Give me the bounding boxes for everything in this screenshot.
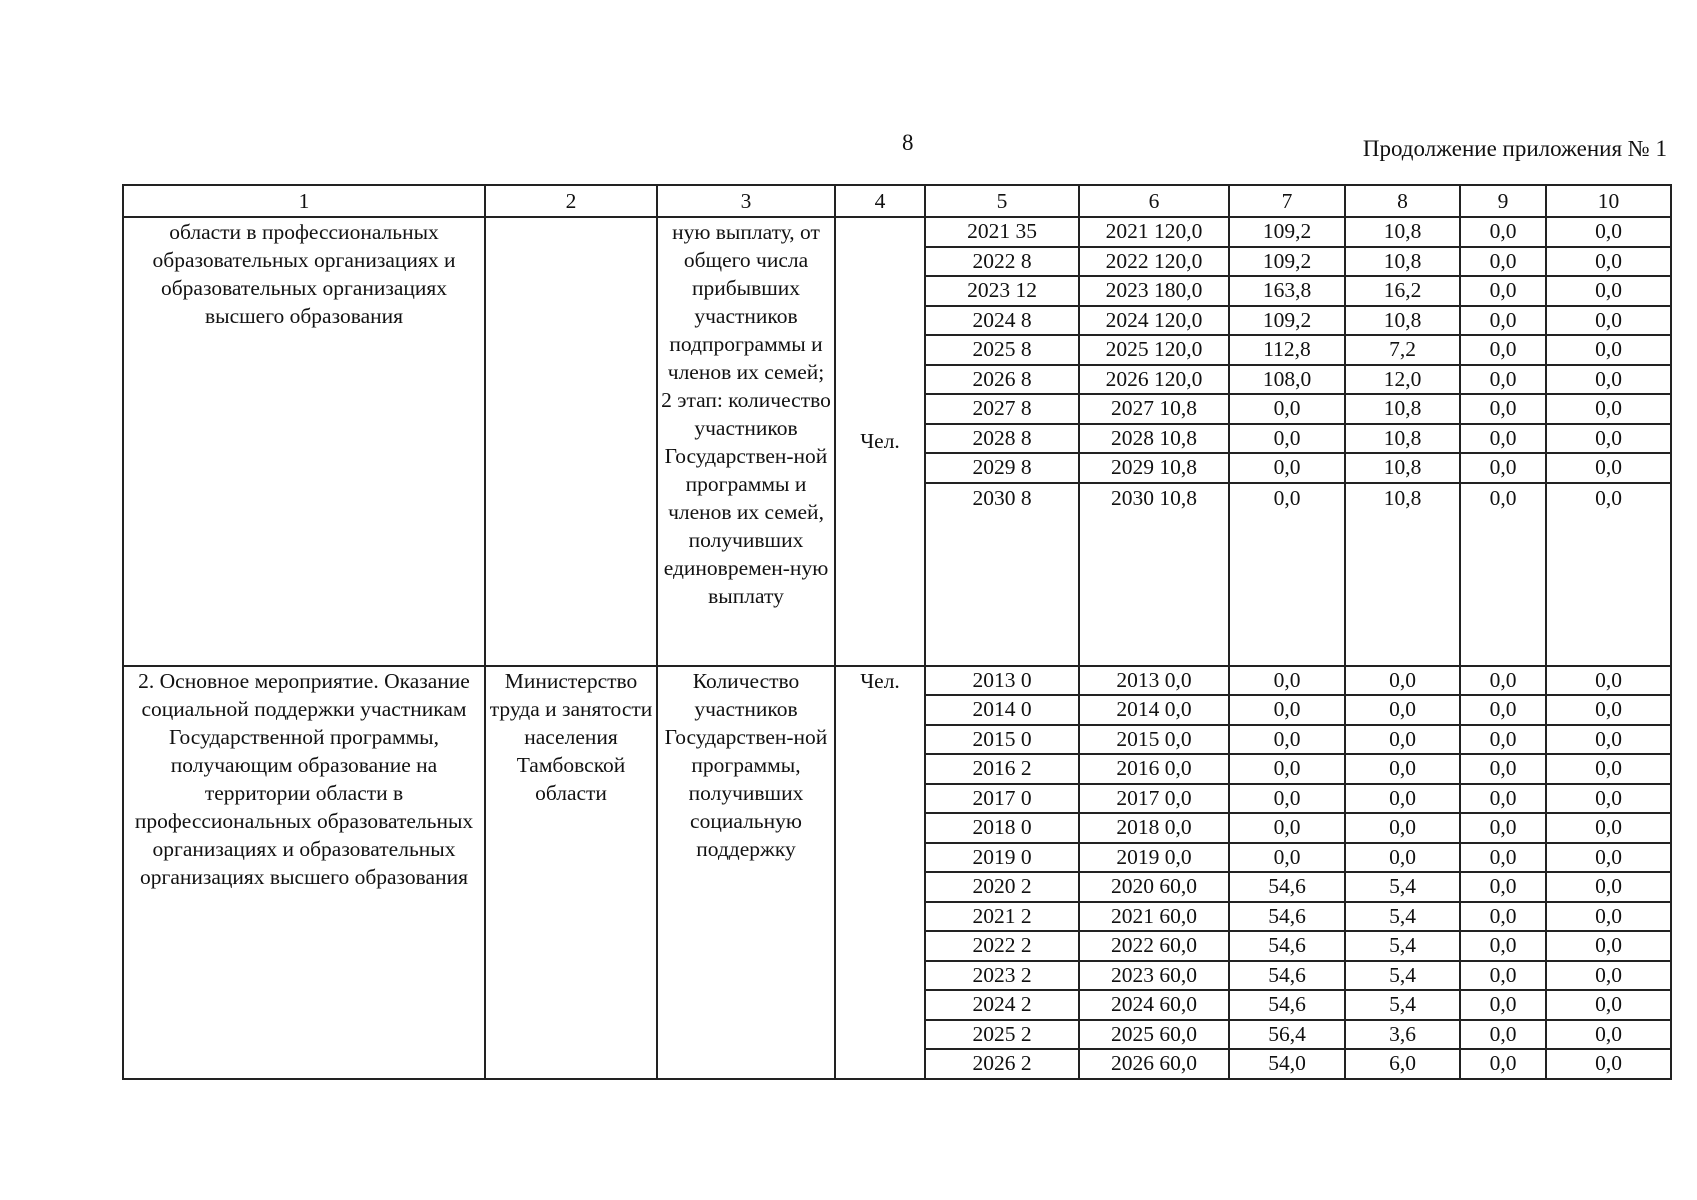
amount-col7: 163,8 xyxy=(1229,276,1345,306)
year-count: 2014 0 xyxy=(925,695,1079,725)
amount-col7: 0,0 xyxy=(1229,453,1345,483)
year-count: 2021 2 xyxy=(925,902,1079,932)
amount-col9: 0,0 xyxy=(1460,335,1546,365)
amount-col10: 0,0 xyxy=(1546,276,1671,306)
amount-col7: 56,4 xyxy=(1229,1020,1345,1050)
block1-col1-cell: области в профессиональных образовательных организациях и образовательных организациях высшего образования xyxy=(123,217,485,666)
year-count: 2025 2 xyxy=(925,1020,1079,1050)
block1-col3-cell: ную выплату, от общего числа прибывших участников подпрограммы и членов их семей; 2 этап: количество участников Государствен-ной программы и членов их семей, получивших единовремен-ную выплату xyxy=(657,217,835,666)
amount-col8: 0,0 xyxy=(1345,813,1460,843)
amount-col8: 0,0 xyxy=(1345,725,1460,755)
amount-col10: 0,0 xyxy=(1546,872,1671,902)
program-table xyxy=(122,184,1672,1080)
block2-col4-cell: Чел. xyxy=(835,666,925,1079)
amount-col8: 12,0 xyxy=(1345,365,1460,395)
page-caption: Продолжение приложения № 1 xyxy=(1362,136,1667,161)
amount-col9: 0,0 xyxy=(1460,813,1546,843)
year-count: 2021 35 xyxy=(925,217,1079,247)
year-count: 2022 2 xyxy=(925,931,1079,961)
amount-col7: 54,0 xyxy=(1229,1049,1345,1079)
amount-col10: 0,0 xyxy=(1546,813,1671,843)
year-count: 2015 0 xyxy=(925,725,1079,755)
amount-col9: 0,0 xyxy=(1460,931,1546,961)
amount-col7: 0,0 xyxy=(1229,424,1345,454)
year-amount: 2019 0,0 xyxy=(1079,843,1229,873)
year-amount: 2029 10,8 xyxy=(1079,453,1229,483)
amount-col8: 0,0 xyxy=(1345,666,1460,696)
year-amount: 2021 60,0 xyxy=(1079,902,1229,932)
amount-col9: 0,0 xyxy=(1460,1020,1546,1050)
year-count: 2020 2 xyxy=(925,872,1079,902)
amount-col9: 0,0 xyxy=(1460,961,1546,991)
column-header: 6 xyxy=(1079,185,1229,217)
year-amount: 2018 0,0 xyxy=(1079,813,1229,843)
amount-col10: 0,0 xyxy=(1546,247,1671,277)
year-count: 2027 8 xyxy=(925,394,1079,424)
amount-col8: 10,8 xyxy=(1345,483,1460,666)
amount-col10: 0,0 xyxy=(1546,394,1671,424)
amount-col7: 0,0 xyxy=(1229,695,1345,725)
amount-col9: 0,0 xyxy=(1460,306,1546,336)
amount-col7: 54,6 xyxy=(1229,990,1345,1020)
block2-col3-cell: Количество участников Государствен-ной программы, получивших социальную поддержку xyxy=(657,666,835,1079)
amount-col9: 0,0 xyxy=(1460,483,1546,666)
year-count: 2029 8 xyxy=(925,453,1079,483)
amount-col9: 0,0 xyxy=(1460,424,1546,454)
amount-col9: 0,0 xyxy=(1460,843,1546,873)
amount-col8: 5,4 xyxy=(1345,902,1460,932)
amount-col8: 5,4 xyxy=(1345,990,1460,1020)
year-count: 2030 8 xyxy=(925,483,1079,666)
amount-col7: 0,0 xyxy=(1229,784,1345,814)
amount-col10: 0,0 xyxy=(1546,666,1671,696)
amount-col7: 112,8 xyxy=(1229,335,1345,365)
amount-col10: 0,0 xyxy=(1546,217,1671,247)
column-header: 10 xyxy=(1546,185,1671,217)
amount-col10: 0,0 xyxy=(1546,424,1671,454)
column-header: 7 xyxy=(1229,185,1345,217)
amount-col9: 0,0 xyxy=(1460,666,1546,696)
amount-col8: 10,8 xyxy=(1345,424,1460,454)
year-count: 2023 12 xyxy=(925,276,1079,306)
block2-col1-cell: 2. Основное мероприятие. Оказание социальной поддержки участникам Государственной программы, получающим образование на территории области в профессиональных образовательных организациях и образовательных организациях высшего образования xyxy=(123,666,485,1079)
column-header: 9 xyxy=(1460,185,1546,217)
table-row xyxy=(123,666,1671,696)
amount-col10: 0,0 xyxy=(1546,931,1671,961)
year-count: 2024 2 xyxy=(925,990,1079,1020)
amount-col9: 0,0 xyxy=(1460,217,1546,247)
amount-col9: 0,0 xyxy=(1460,725,1546,755)
year-count: 2019 0 xyxy=(925,843,1079,873)
block2-col2-cell: Министерство труда и занятости населения Тамбовской области xyxy=(485,666,657,1079)
amount-col10: 0,0 xyxy=(1546,453,1671,483)
amount-col10: 0,0 xyxy=(1546,754,1671,784)
year-amount: 2014 0,0 xyxy=(1079,695,1229,725)
column-header: 2 xyxy=(485,185,657,217)
column-header: 3 xyxy=(657,185,835,217)
amount-col10: 0,0 xyxy=(1546,365,1671,395)
year-amount: 2026 120,0 xyxy=(1079,365,1229,395)
amount-col8: 16,2 xyxy=(1345,276,1460,306)
header-row xyxy=(123,185,1671,217)
year-amount: 2021 120,0 xyxy=(1079,217,1229,247)
year-amount: 2026 60,0 xyxy=(1079,1049,1229,1079)
year-amount: 2020 60,0 xyxy=(1079,872,1229,902)
column-header: 4 xyxy=(835,185,925,217)
year-amount: 2030 10,8 xyxy=(1079,483,1229,666)
amount-col7: 54,6 xyxy=(1229,902,1345,932)
amount-col8: 5,4 xyxy=(1345,931,1460,961)
amount-col9: 0,0 xyxy=(1460,990,1546,1020)
amount-col8: 5,4 xyxy=(1345,872,1460,902)
table-row xyxy=(123,217,1671,247)
year-amount: 2023 180,0 xyxy=(1079,276,1229,306)
amount-col10: 0,0 xyxy=(1546,335,1671,365)
amount-col9: 0,0 xyxy=(1460,394,1546,424)
amount-col10: 0,0 xyxy=(1546,483,1671,666)
amount-col10: 0,0 xyxy=(1546,902,1671,932)
block1-col2-cell xyxy=(485,217,657,666)
amount-col7: 0,0 xyxy=(1229,725,1345,755)
year-amount: 2024 120,0 xyxy=(1079,306,1229,336)
amount-col8: 6,0 xyxy=(1345,1049,1460,1079)
amount-col8: 10,8 xyxy=(1345,394,1460,424)
year-amount: 2022 120,0 xyxy=(1079,247,1229,277)
year-count: 2026 2 xyxy=(925,1049,1079,1079)
amount-col8: 0,0 xyxy=(1345,754,1460,784)
amount-col7: 109,2 xyxy=(1229,306,1345,336)
year-count: 2028 8 xyxy=(925,424,1079,454)
column-header: 5 xyxy=(925,185,1079,217)
amount-col7: 109,2 xyxy=(1229,217,1345,247)
amount-col7: 108,0 xyxy=(1229,365,1345,395)
year-amount: 2024 60,0 xyxy=(1079,990,1229,1020)
page-number: 8 xyxy=(902,130,914,155)
amount-col7: 0,0 xyxy=(1229,813,1345,843)
amount-col10: 0,0 xyxy=(1546,725,1671,755)
amount-col7: 54,6 xyxy=(1229,872,1345,902)
year-count: 2026 8 xyxy=(925,365,1079,395)
year-amount: 2013 0,0 xyxy=(1079,666,1229,696)
amount-col10: 0,0 xyxy=(1546,306,1671,336)
amount-col7: 54,6 xyxy=(1229,961,1345,991)
amount-col10: 0,0 xyxy=(1546,1020,1671,1050)
amount-col8: 10,8 xyxy=(1345,217,1460,247)
year-count: 2016 2 xyxy=(925,754,1079,784)
year-amount: 2025 120,0 xyxy=(1079,335,1229,365)
amount-col10: 0,0 xyxy=(1546,961,1671,991)
amount-col7: 0,0 xyxy=(1229,666,1345,696)
amount-col9: 0,0 xyxy=(1460,784,1546,814)
year-amount: 2023 60,0 xyxy=(1079,961,1229,991)
amount-col8: 3,6 xyxy=(1345,1020,1460,1050)
block1-col4-cell: Чел. xyxy=(835,217,925,666)
amount-col9: 0,0 xyxy=(1460,365,1546,395)
amount-col7: 0,0 xyxy=(1229,483,1345,666)
year-count: 2017 0 xyxy=(925,784,1079,814)
column-header: 1 xyxy=(123,185,485,217)
amount-col7: 0,0 xyxy=(1229,754,1345,784)
amount-col8: 0,0 xyxy=(1345,843,1460,873)
column-header: 8 xyxy=(1345,185,1460,217)
amount-col10: 0,0 xyxy=(1546,1049,1671,1079)
year-count: 2025 8 xyxy=(925,335,1079,365)
year-count: 2013 0 xyxy=(925,666,1079,696)
amount-col10: 0,0 xyxy=(1546,784,1671,814)
year-amount: 2015 0,0 xyxy=(1079,725,1229,755)
amount-col8: 10,8 xyxy=(1345,453,1460,483)
amount-col10: 0,0 xyxy=(1546,843,1671,873)
year-amount: 2025 60,0 xyxy=(1079,1020,1229,1050)
amount-col8: 0,0 xyxy=(1345,695,1460,725)
year-amount: 2016 0,0 xyxy=(1079,754,1229,784)
amount-col10: 0,0 xyxy=(1546,990,1671,1020)
amount-col8: 10,8 xyxy=(1345,306,1460,336)
amount-col7: 54,6 xyxy=(1229,931,1345,961)
amount-col9: 0,0 xyxy=(1460,247,1546,277)
year-amount: 2028 10,8 xyxy=(1079,424,1229,454)
year-count: 2023 2 xyxy=(925,961,1079,991)
amount-col9: 0,0 xyxy=(1460,872,1546,902)
amount-col9: 0,0 xyxy=(1460,902,1546,932)
year-count: 2024 8 xyxy=(925,306,1079,336)
amount-col9: 0,0 xyxy=(1460,276,1546,306)
year-amount: 2027 10,8 xyxy=(1079,394,1229,424)
amount-col8: 5,4 xyxy=(1345,961,1460,991)
amount-col9: 0,0 xyxy=(1460,1049,1546,1079)
year-amount: 2022 60,0 xyxy=(1079,931,1229,961)
year-amount: 2017 0,0 xyxy=(1079,784,1229,814)
year-count: 2022 8 xyxy=(925,247,1079,277)
amount-col9: 0,0 xyxy=(1460,754,1546,784)
amount-col8: 10,8 xyxy=(1345,247,1460,277)
amount-col9: 0,0 xyxy=(1460,695,1546,725)
amount-col9: 0,0 xyxy=(1460,453,1546,483)
year-count: 2018 0 xyxy=(925,813,1079,843)
amount-col7: 0,0 xyxy=(1229,843,1345,873)
amount-col8: 7,2 xyxy=(1345,335,1460,365)
amount-col8: 0,0 xyxy=(1345,784,1460,814)
amount-col7: 109,2 xyxy=(1229,247,1345,277)
amount-col10: 0,0 xyxy=(1546,695,1671,725)
amount-col7: 0,0 xyxy=(1229,394,1345,424)
